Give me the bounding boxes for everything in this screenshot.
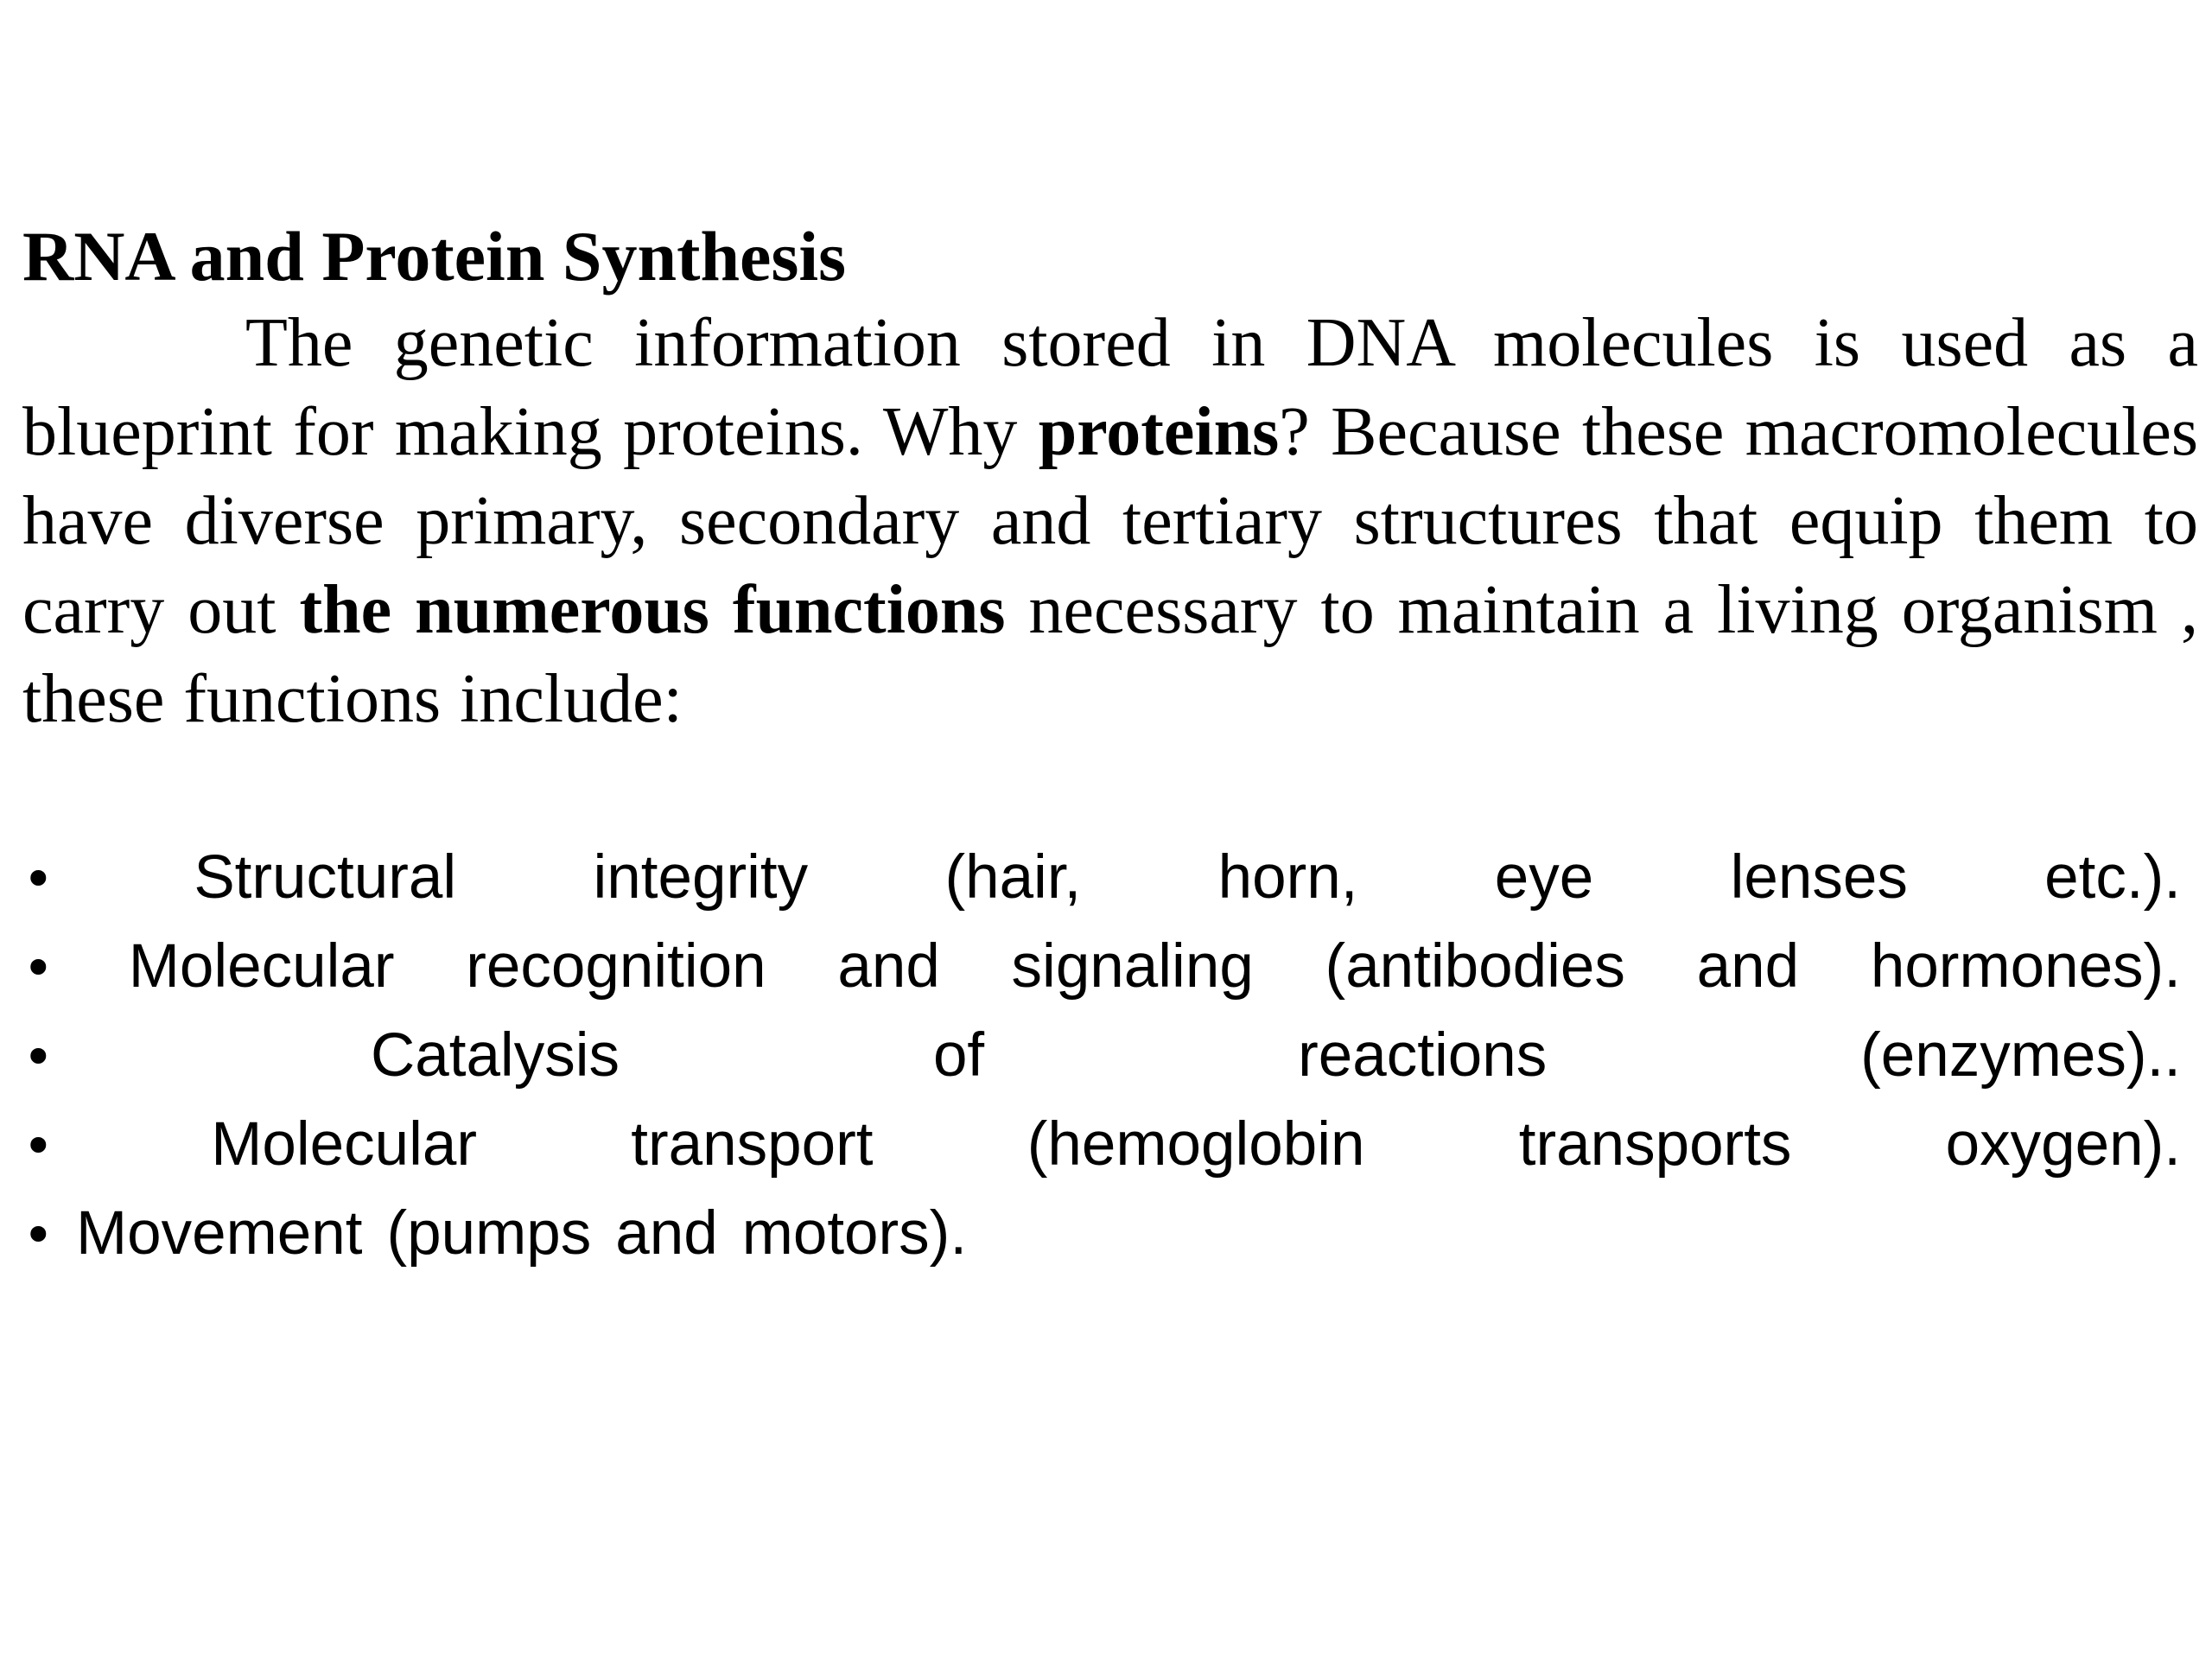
list-word: hormones). bbox=[1870, 932, 2181, 1001]
list-word: (pumps bbox=[386, 1199, 592, 1268]
page-title: RNA and Protein Synthesis bbox=[22, 217, 847, 296]
paragraph-bold-functions: the numerous functions bbox=[299, 572, 1006, 648]
bullet-icon: • bbox=[22, 1204, 54, 1267]
list-word: (hemoglobin bbox=[1027, 1110, 1365, 1179]
paragraph-bold-proteins: proteins bbox=[1038, 394, 1280, 470]
list-word: transport bbox=[631, 1110, 874, 1179]
list-word: (enzymes).. bbox=[1860, 1021, 2181, 1090]
list-item bbox=[22, 833, 2181, 922]
list-word: Catalysis bbox=[370, 1021, 620, 1090]
bullet-icon: • bbox=[22, 1026, 54, 1089]
list-word: (antibodies bbox=[1325, 932, 1625, 1001]
list-word: motors). bbox=[741, 1199, 968, 1268]
list-word: etc.). bbox=[2044, 843, 2181, 912]
list-word: lenses bbox=[1730, 843, 1908, 912]
list-word: signaling bbox=[1011, 932, 1254, 1001]
list-word: and bbox=[837, 932, 940, 1001]
list-word: eye bbox=[1494, 843, 1594, 912]
list-word: integrity bbox=[593, 843, 809, 912]
list-item bbox=[22, 1100, 2181, 1189]
list-word: reactions bbox=[1298, 1021, 1548, 1090]
document-body bbox=[22, 214, 2198, 1278]
paragraph-text-1: The genetic information stored in DNA molecules is used as a blueprint for making proteins. Why bbox=[22, 305, 2198, 470]
list-word: (hair, bbox=[944, 843, 1082, 912]
list-word: oxygen). bbox=[1945, 1110, 2181, 1179]
list-word: and bbox=[615, 1199, 718, 1268]
list-item bbox=[22, 1011, 2181, 1100]
list-word: recognition bbox=[466, 932, 766, 1001]
list-word: Movement bbox=[76, 1199, 363, 1268]
list-item bbox=[22, 922, 2181, 1011]
paragraph-text-2: ? Because these macromolecules have diverse primary, secondary and tertiary structures that equip them to carry out bbox=[22, 394, 2198, 648]
intro-paragraph bbox=[22, 299, 2198, 744]
bullet-icon: • bbox=[22, 1115, 54, 1178]
paragraph-text-3: necessary to maintain a living organism , these functions include: bbox=[22, 572, 2199, 737]
list-word: Molecular bbox=[128, 932, 395, 1001]
list-word: of bbox=[932, 1021, 985, 1090]
functions-list bbox=[22, 833, 2198, 1278]
list-word: and bbox=[1696, 932, 1800, 1001]
list-word: transports bbox=[1518, 1110, 1792, 1179]
list-item bbox=[22, 1189, 2198, 1278]
list-word: horn, bbox=[1217, 843, 1358, 912]
bullet-icon: • bbox=[22, 848, 54, 911]
list-word: Structural bbox=[194, 843, 457, 912]
bullet-icon: • bbox=[22, 937, 54, 1000]
list-word: Molecular bbox=[211, 1110, 478, 1179]
